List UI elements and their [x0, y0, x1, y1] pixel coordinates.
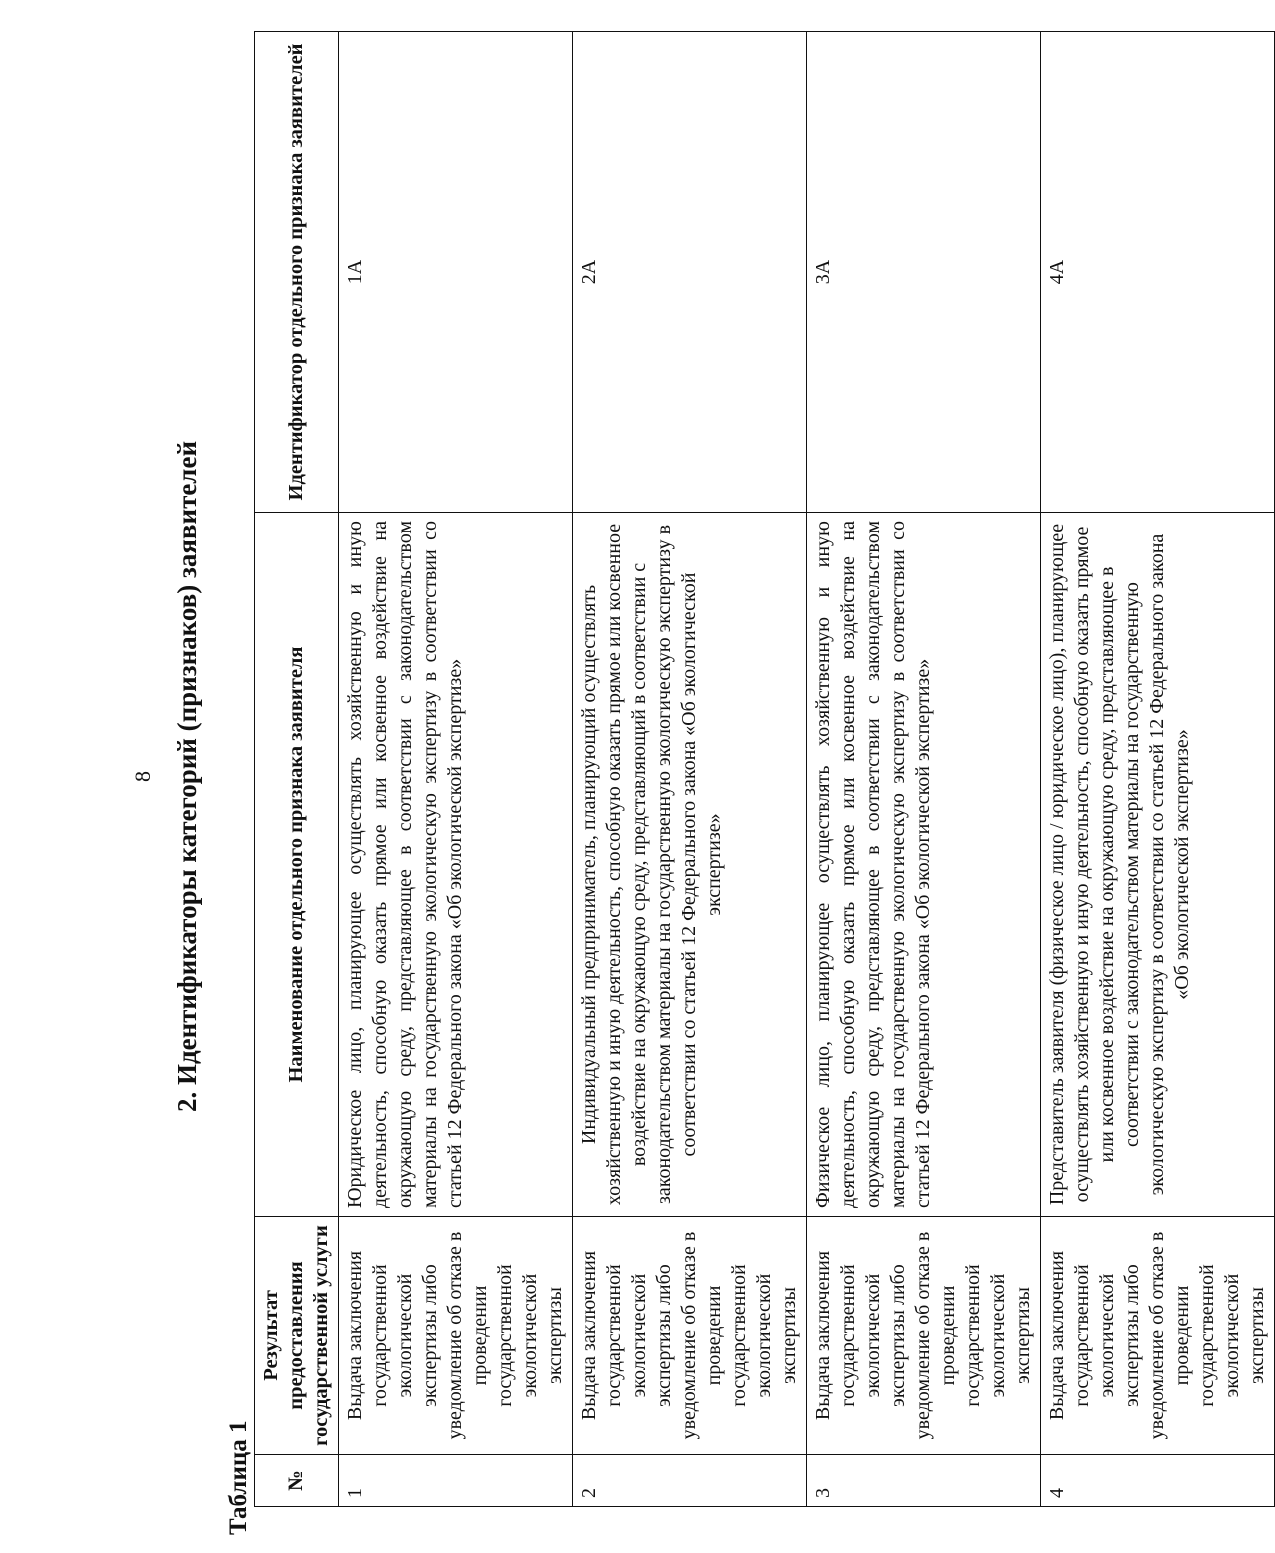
table-row	[807, 32, 1041, 1507]
row-result: Выдача заключения государственной экологической экспертизы либо уведомление об отказе в проведении государственной экологической экспертизы	[1041, 1217, 1275, 1455]
table-header-row	[255, 32, 339, 1507]
row-identifier: 1А	[339, 32, 573, 513]
row-applicant-feature: Индивидуальный предприниматель, планирующий осуществлять хозяйственную и иную деятельность, способную оказать прямое или косвенное воздействие на окружающую среду, представляющий в соответствии с законодательством материалы на государственную экологическую экспертизу в соответствии со статьей 12 Федерального закона «Об экологической экспертизе»	[573, 513, 807, 1217]
row-number: 3	[807, 1455, 1041, 1507]
row-applicant-feature: Юридическое лицо, планирующее осуществлять хозяйственную и иную деятельность, способную оказать прямое или косвенное воздействие на окружающую среду, представляющее в соответствии с законодательством материалы на государственную экологическую экспертизу в соответствии со статьей 12 Федерального закона «Об экологической экспертизе»	[339, 513, 573, 1217]
row-number: 4	[1041, 1455, 1275, 1507]
table-caption: Таблица 1	[225, 1420, 252, 1535]
page-number: 8	[130, 771, 155, 782]
row-applicant-feature: Представитель заявителя (физическое лицо / юридическое лицо), планирующее осуществлять хозяйственную и иную деятельность, способную оказать прямое или косвенное воздействие на окружающую среду, представляющее в соответствии с законодательством материалы на государственную экологическую экспертизу в соответствии со статьей 12 Федерального закона «Об экологической экспертизе»	[1041, 513, 1275, 1217]
row-result: Выдача заключения государственной экологической экспертизы либо уведомление об отказе в проведении государственной экологической экспертизы	[339, 1217, 573, 1455]
row-number: 2	[573, 1455, 807, 1507]
row-number: 1	[339, 1455, 573, 1507]
row-identifier: 3А	[807, 32, 1041, 513]
section-title: 2. Идентификаторы категорий (признаков) заявителей	[172, 440, 202, 1113]
table-row	[573, 32, 807, 1507]
row-applicant-feature: Физическое лицо, планирующее осуществлять хозяйственную и иную деятельность, способную оказать прямое или косвенное воздействие на окружающую среду, представляющее в соответствии с законодательством материалы на государственную экологическую экспертизу в соответствии со статьей 12 Федерального закона «Об экологической экспертизе»	[807, 513, 1041, 1217]
row-identifier: 2А	[573, 32, 807, 513]
header-num: №	[255, 1455, 339, 1507]
header-ident: Идентификатор отдельного признака заявителей	[255, 32, 339, 513]
table-row	[339, 32, 573, 1507]
table-row	[1041, 32, 1275, 1507]
row-result: Выдача заключения государственной экологической экспертизы либо уведомление об отказе в проведении государственной экологической экспертизы	[807, 1217, 1041, 1455]
header-result: Результат предоставления государственной услуги	[255, 1217, 339, 1455]
applicant-identifiers-table	[254, 31, 1275, 1507]
row-identifier: 4А	[1041, 32, 1275, 513]
header-name: Наименование отдельного признака заявителя	[255, 513, 339, 1217]
row-result: Выдача заключения государственной экологической экспертизы либо уведомление об отказе в проведении государственной экологической экспертизы	[573, 1217, 807, 1455]
